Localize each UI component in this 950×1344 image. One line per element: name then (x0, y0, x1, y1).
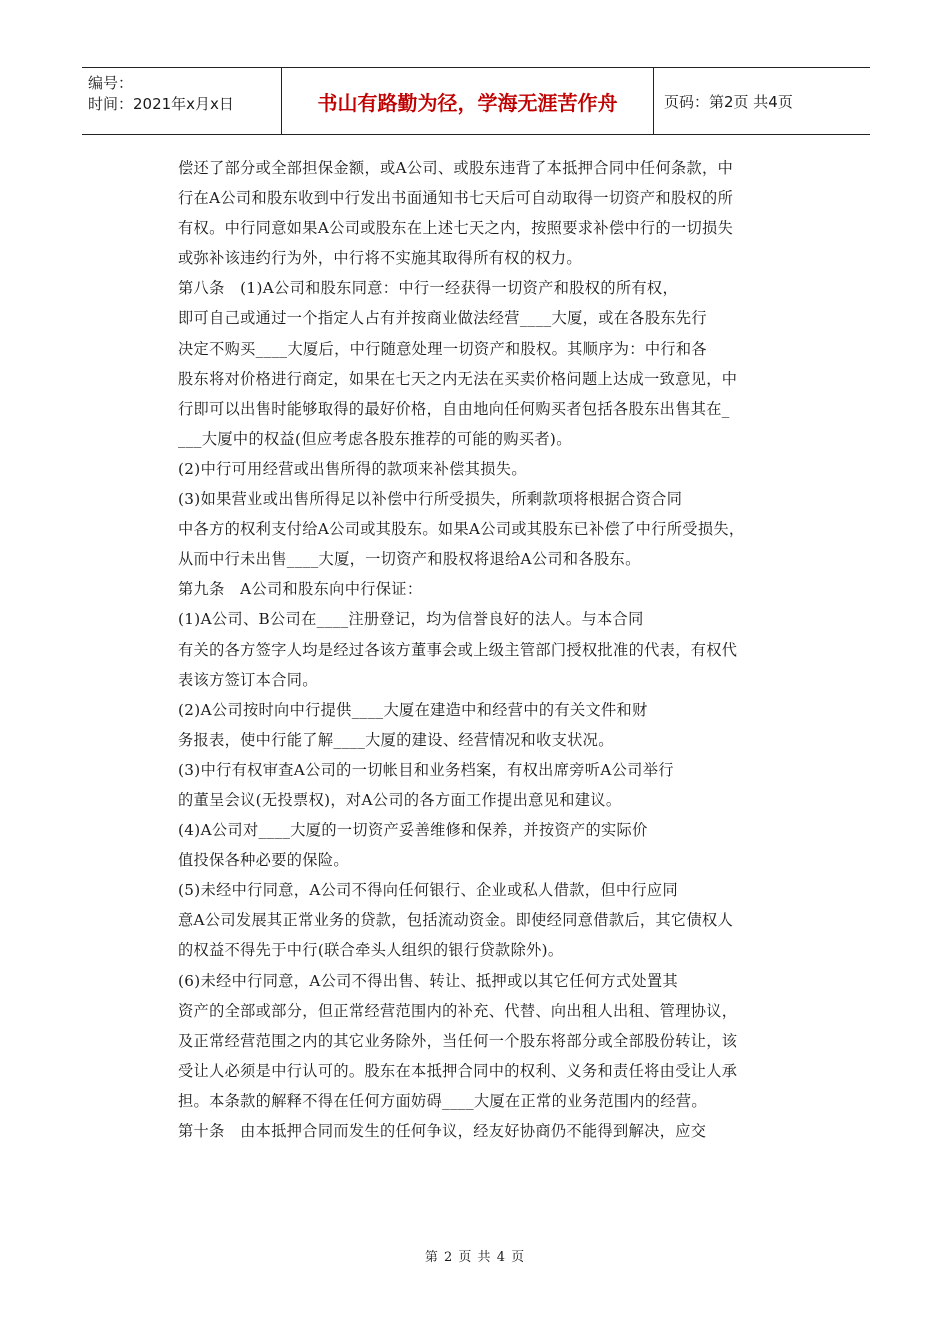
header-page-info: 页码：第2页 共4页 (664, 92, 793, 111)
contract-body (178, 153, 788, 1146)
text-line: 从而中行未出售____大厦，一切资产和股权将退给A公司和各股东。 (178, 550, 641, 569)
text-line: 的权益不得先于中行(联合牵头人组织的银行贷款除外)。 (178, 941, 564, 960)
text-line: 决定不购买____大厦后，中行随意处理一切资产和股权。其顺序为：中行和各 (178, 339, 707, 358)
text-line: 即可自己或通过一个指定人占有并按商业做法经营____大厦，或在各股东先行 (178, 309, 707, 328)
text-line: (2)A公司按时向中行提供____大厦在建造中和经营中的有关文件和财 (178, 700, 648, 719)
header-meta-cell (82, 68, 282, 134)
text-line: (6)未经中行同意，A公司不得出售、转让、抵押或以其它任何方式处置其 (178, 971, 679, 990)
document-time-label: 时间：2021年x月x日 (88, 95, 234, 113)
text-line: 的董呈会议(无投票权)，对A公司的各方面工作提出意见和建议。 (178, 790, 622, 809)
text-line: 资产的全部或部分，但正常经营范围内的补充、代替、向出租人出租、管理协议， (178, 1001, 738, 1020)
text-line: 或弥补该违约行为外，中行将不实施其取得所有权的权力。 (178, 249, 582, 268)
text-line: 第八条 (1)A公司和股东同意：中行一经获得一切资产和股权的所有权， (178, 279, 679, 298)
text-line: (1)A公司、B公司在____注册登记，均为信誉良好的法人。与本合同 (178, 610, 644, 629)
header-table (82, 67, 870, 135)
text-line: 第十条 由本抵押合同而发生的任何争议，经友好协商仍不能得到解决，应交 (178, 1122, 707, 1140)
text-line: 值投保各种必要的保险。 (178, 851, 349, 870)
text-line: 股东将对价格进行商定，如果在七天之内无法在买卖价格问题上达成一致意见，中 (178, 369, 738, 388)
text-line: 偿还了部分或全部担保金额，或A公司、或股东违背了本抵押合同中任何条款，中 (178, 159, 734, 177)
footer-page-number: 第 2 页 共 4 页 (424, 1250, 526, 1265)
text-line: (4)A公司对____大厦的一切资产妥善维修和保养，并按资产的实际价 (178, 821, 648, 840)
text-line: 行在A公司和股东收到中行发出书面通知书七天后可自动取得一切资产和股权的所 (178, 189, 734, 208)
header-motto-cell (282, 68, 654, 134)
text-line: 有关的各方签字人均是经过各该方董事会或上级主管部门授权批准的代表，有权代 (178, 640, 738, 659)
header-page-cell (654, 68, 870, 134)
text-line: 中各方的权利支付给A公司或其股东。如果A公司或其股东已补偿了中行所受损失， (178, 520, 745, 539)
text-line: (5)未经中行同意，A公司不得向任何银行、企业或私人借款，但中行应同 (178, 881, 679, 900)
text-line: (2)中行可用经营或出售所得的款项来补偿其损失。 (178, 459, 527, 478)
text-line: 担。本条款的解释不得在任何方面妨碍____大厦在正常的业务范围内的经营。 (178, 1091, 707, 1110)
document-number-label: 编号： (88, 74, 134, 92)
text-line: ___大厦中的权益(但应考虑各股东推荐的可能的购买者)。 (178, 429, 572, 448)
text-line: 及正常经营范围之内的其它业务除外，当任何一个股东将部分或全部股份转让，该 (178, 1031, 738, 1050)
text-line: 有权。中行同意如果A公司或股东在上述七天之内，按照要求补偿中行的一切损失 (178, 219, 734, 238)
text-line: 务报表，使中行能了解____大厦的建设、经营情况和收支状况。 (178, 730, 614, 749)
text-line: (3)如果营业或出售所得足以补偿中行所受损失，所剩款项将根据合资合同 (178, 490, 683, 509)
text-line: 第九条 A公司和股东向中行保证： (178, 580, 423, 599)
text-line: 受让人必须是中行认可的。股东在本抵押合同中的权利、义务和责任将由受让人承 (178, 1061, 738, 1080)
text-line: 表该方签订本合同。 (178, 670, 318, 689)
text-line: 意A公司发展其正常业务的贷款，包括流动资金。即使经同意借款后，其它债权人 (178, 911, 734, 930)
header-motto: 书山有路勤为径，学海无涯苦作舟 (317, 90, 618, 115)
text-line: (3)中行有权审查A公司的一切帐目和业务档案，有权出席旁听A公司举行 (178, 760, 674, 779)
page-footer (0, 1246, 950, 1265)
text-line: 行即可以出售时能够取得的最好价格，自由地向任何购买者包括各股东出售其在_ (178, 399, 730, 418)
